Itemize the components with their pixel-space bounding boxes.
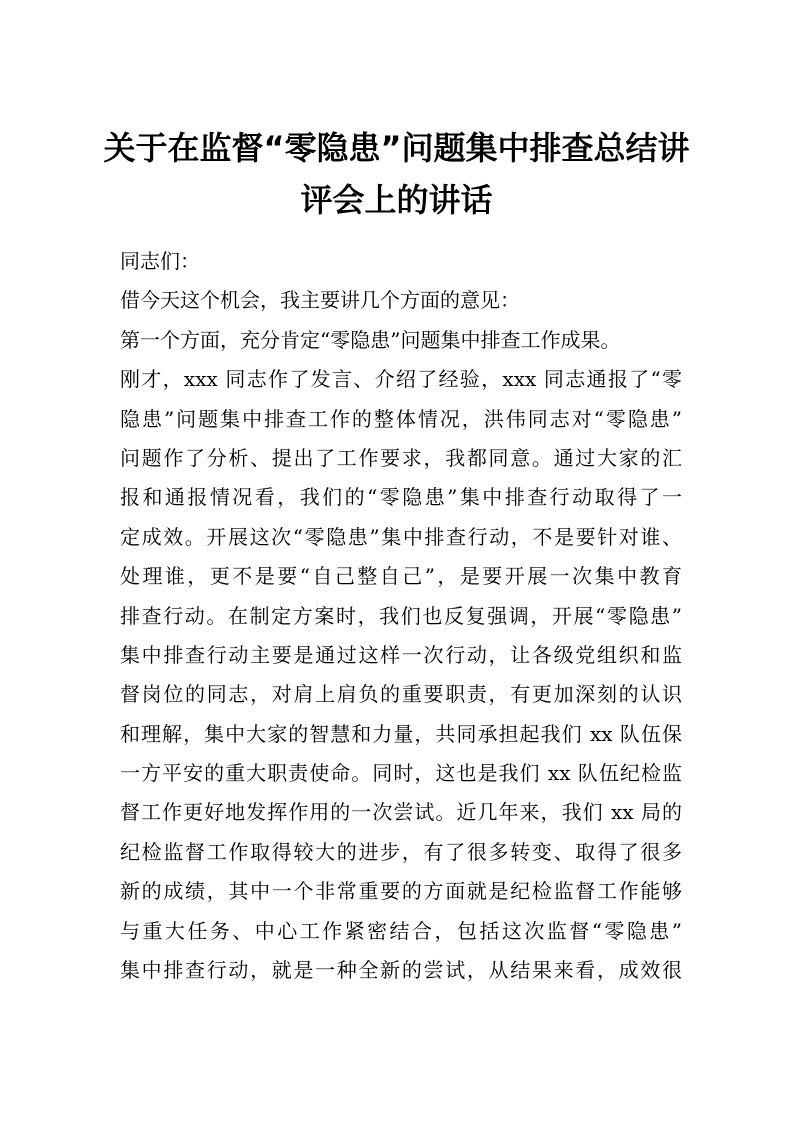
body-line: 督工作更好地发挥作用的一次尝试。近几年来，我们 xx 局的 xyxy=(120,800,682,825)
body-line: 借今天这个机会，我主要讲几个方面的意见： xyxy=(120,288,520,313)
document-title xyxy=(100,122,693,226)
body-line: 新的成绩，其中一个非常重要的方面就是纪检监督工作能够 xyxy=(120,879,682,904)
document-body xyxy=(120,242,682,990)
body-line-salutation: 同志们： xyxy=(120,249,200,273)
body-line: 一方平安的重大职责使命。同时，这也是我们 xx 队伍纪检监 xyxy=(120,761,682,786)
body-line: 纪检监督工作取得较大的进步，有了很多转变、取得了很多 xyxy=(120,839,682,864)
body-line: 督岗位的同志，对肩上肩负的重要职责，有更加深刻的认识 xyxy=(120,682,682,707)
body-line: 和理解，集中大家的智慧和力量，共同承担起我们 xx 队伍保 xyxy=(120,721,682,746)
body-line: 第一个方面，充分肯定“零隐患”问题集中排查工作成果。 xyxy=(120,327,621,352)
body-line: 排查行动。在制定方案时，我们也反复强调，开展“零隐患” xyxy=(120,603,682,628)
body-line: 集中排查行动，就是一种全新的尝试，从结果来看，成效很 xyxy=(120,958,682,983)
body-line: 问题作了分析、提出了工作要求，我都同意。通过大家的汇 xyxy=(120,445,682,470)
body-line: 处理谁，更不是要“自己整自己”，是要开展一次集中教育 xyxy=(120,564,682,589)
body-line: 集中排查行动主要是通过这样一次行动，让各级党组织和监 xyxy=(120,642,682,667)
body-line: 报和通报情况看，我们的“零隐患”集中排查行动取得了一 xyxy=(120,485,682,510)
body-line: 隐患”问题集中排查工作的整体情况，洪伟同志对“零隐患” xyxy=(120,406,682,431)
body-line: 与重大任务、中心工作紧密结合，包括这次监督“零隐患” xyxy=(120,918,682,943)
body-line: 刚才，xxx 同志作了发言、介绍了经验，xxx 同志通报了“零 xyxy=(120,367,682,392)
title-line-2: 评会上的讲话 xyxy=(300,181,493,219)
title-line-1: 关于在监督“零隐患”问题集中排查总结讲 xyxy=(103,129,690,167)
body-line: 定成效。开展这次“零隐患”集中排查行动，不是要针对谁、 xyxy=(120,524,682,549)
